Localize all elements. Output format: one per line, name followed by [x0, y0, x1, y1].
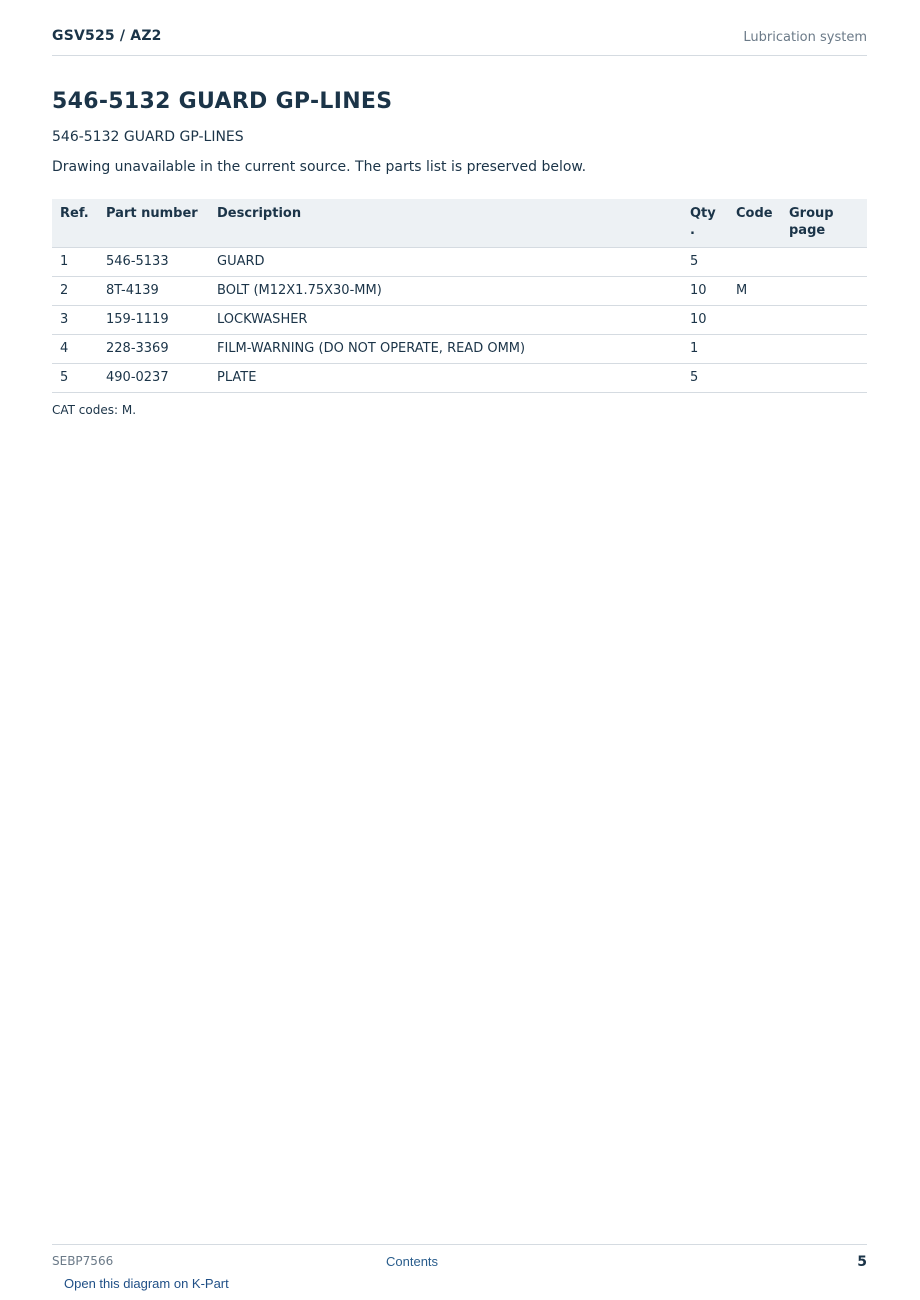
cell-ref: 3	[52, 306, 98, 335]
cell-part-number: 546-5133	[98, 248, 209, 277]
table-row	[52, 335, 867, 364]
cell-description: GUARD	[209, 248, 682, 277]
parts-table	[52, 199, 867, 393]
cell-code	[728, 364, 781, 393]
cell-part-number: 159-1119	[98, 306, 209, 335]
cell-group-page	[781, 248, 867, 277]
cell-ref: 2	[52, 277, 98, 306]
cell-group-page	[781, 277, 867, 306]
cell-description: BOLT (M12X1.75X30-MM)	[209, 277, 682, 306]
page-title: 546-5132 GUARD GP-LINES	[52, 89, 393, 114]
model-code: GSV525 / AZ2	[52, 28, 162, 44]
table-row	[52, 364, 867, 393]
cell-qty: 5	[682, 364, 728, 393]
cell-part-number: 8T-4139	[98, 277, 209, 306]
cell-qty: 5	[682, 248, 728, 277]
column-header-code: Code	[728, 199, 781, 248]
cell-code	[728, 306, 781, 335]
cell-group-page	[781, 306, 867, 335]
cell-qty: 1	[682, 335, 728, 364]
cell-group-page	[781, 335, 867, 364]
cat-codes-note: CAT codes: M.	[52, 403, 137, 417]
cell-qty: 10	[682, 277, 728, 306]
parts-table-header	[52, 199, 867, 248]
table-row	[52, 306, 867, 335]
document-number: SEBP7566	[52, 1254, 114, 1268]
cell-code	[728, 248, 781, 277]
contents-link[interactable]: Contents	[386, 1254, 439, 1269]
drawing-unavailable-note: Drawing unavailable in the current source. The parts list is preserved below.	[52, 159, 587, 175]
cell-qty: 10	[682, 306, 728, 335]
page-subtitle: 546-5132 GUARD GP-LINES	[52, 129, 244, 145]
section-name: Lubrication system	[743, 30, 867, 45]
cell-description: LOCKWASHER	[209, 306, 682, 335]
kpart-diagram-link[interactable]: Open this diagram on K-Part	[64, 1276, 229, 1291]
cell-part-number: 228-3369	[98, 335, 209, 364]
cell-group-page	[781, 364, 867, 393]
cell-ref: 5	[52, 364, 98, 393]
column-header-group-page: Group page	[781, 199, 867, 248]
page-footer	[52, 1244, 867, 1275]
cell-code	[728, 335, 781, 364]
column-header-qty: Qty .	[682, 199, 728, 248]
table-row	[52, 248, 867, 277]
cell-description: PLATE	[209, 364, 682, 393]
cell-ref: 1	[52, 248, 98, 277]
cell-ref: 4	[52, 335, 98, 364]
column-header-description: Description	[209, 199, 682, 248]
cell-code: M	[728, 277, 781, 306]
column-header-part-number: Part number	[98, 199, 209, 248]
page-number: 5	[857, 1254, 867, 1270]
cell-part-number: 490-0237	[98, 364, 209, 393]
cell-description: FILM-WARNING (DO NOT OPERATE, READ OMM)	[209, 335, 682, 364]
table-row	[52, 277, 867, 306]
page-header	[52, 28, 867, 56]
column-header-ref: Ref.	[52, 199, 98, 248]
